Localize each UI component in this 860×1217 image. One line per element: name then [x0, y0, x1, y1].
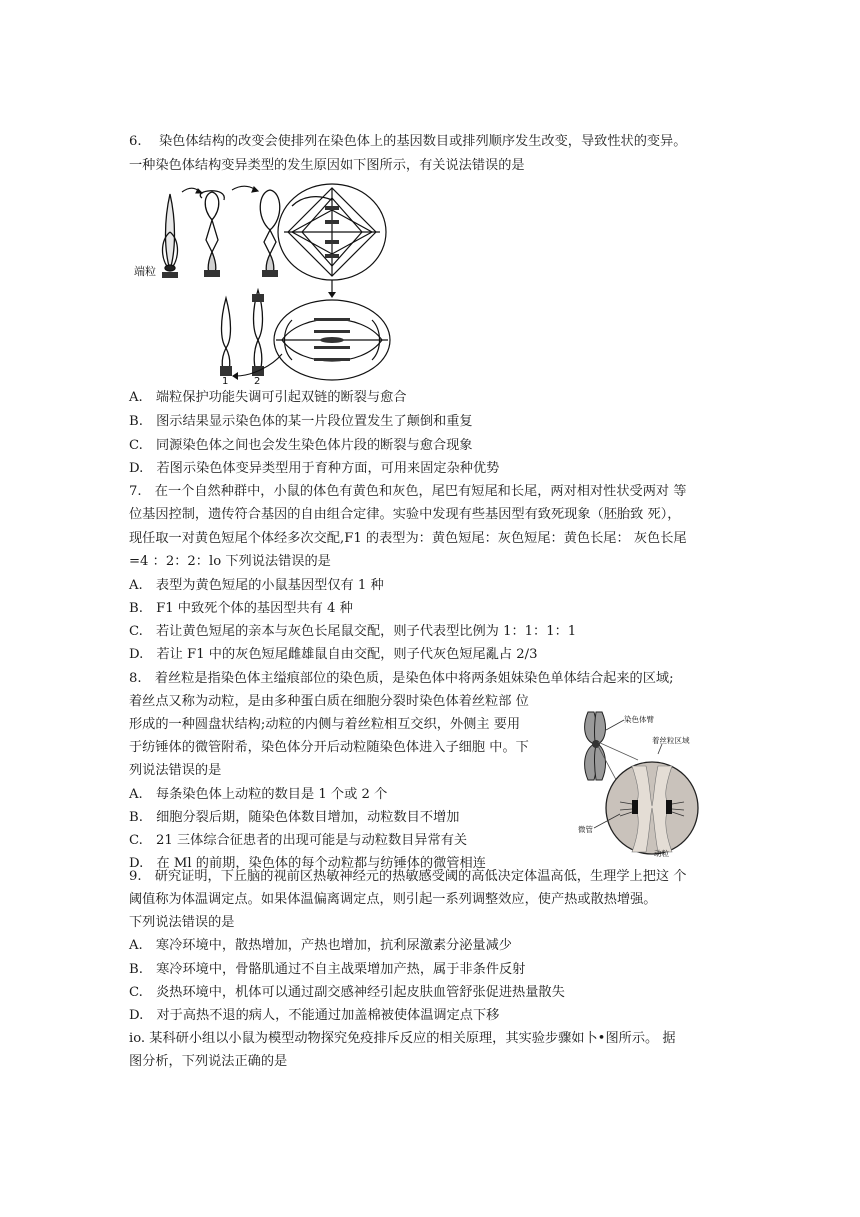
q9-stem-line-1: 9. 研究证明，下丘脑的视前区热敏神经元的热敏感受阈的高低决定体温高低，生理学上把这 个: [129, 869, 687, 884]
q6-stem-line-1: 6. 染色体结构的改变会使排列在染色体上的基因数目或排列顺序发生改变，导致性状的变异。: [129, 134, 687, 149]
centromere-region-label: 着丝粒区域: [652, 736, 690, 745]
q8-stem-line-4: 于纺锤体的微管附希，染色体分开后动粒随染色体进入子细胞 中。下: [129, 740, 529, 755]
telomere-label: 端粒: [134, 265, 156, 278]
q7-stem-line-3: 现任取一对黄色短尾个体经多次交配,F1 的表型为：黄色短尾：灰色短尾：黄色长尾： 灰色长尾: [129, 531, 687, 546]
q7-option-b: B. F1 中致死个体的基因型共有 4 种: [129, 601, 353, 616]
q7-option-d: D. 若让 F1 中的灰色短尾雌雄鼠自由交配，则子代灰色短尾亂占 2/3: [129, 647, 538, 662]
q8-stem-line-3: 形成的一种圆盘状结构;动粒的内侧与着丝粒相互交织，外侧主 要用: [129, 717, 521, 732]
q8-kinetochore-figure: [574, 706, 704, 858]
q6-option-c: C. 同源染色体之间也会发生染色体片段的断裂与愈合现象: [129, 438, 473, 453]
q9-stem-line-2: 阈值称为体温调定点。如果体温偏离调定点，则引起一系列调整效应，使产热或散热增强。: [129, 892, 657, 907]
q8-option-b: B. 细胞分裂后期，随染色体数目增加，动粒数目不增加: [129, 810, 460, 825]
q6-option-d: D. 若图示染色体变异类型用于育种方面，可用来固定杂种优势: [129, 461, 500, 476]
figure-number-1: 1: [222, 376, 229, 386]
q10-stem-line-1: io. 某科研小组以小鼠为模型动物探究免疫排斥反应的相关原理，其实验步骤如卜•图所示。 据: [129, 1031, 676, 1046]
q8-stem-line-2: 着丝点又称为动粒，是由多种蛋白质在细胞分裂时染色体着丝粒部 位: [129, 694, 529, 709]
q8-option-d: D. 在 Ml 的前期，染色体的每个动粒都与纺锤体的微管相连: [129, 856, 486, 871]
q7-stem-line-1: 7. 在一个自然种群中，小鼠的体色有黄色和灰色，尾巴有短尾和长尾，两对相对性状受两对 等: [129, 484, 687, 499]
q9-option-b: B. 寒冷环境中，骨骼肌通过不自主战栗增加产热，属于非条件反射: [129, 962, 526, 977]
figure-number-2: 2: [254, 376, 261, 386]
q7-option-a: A. 表型为黄色短尾的小鼠基因型仅有 1 种: [129, 578, 384, 593]
q6-stem-line-2: 一种染色体结构变异类型的发生原因如下图所示，有关说法错误的是: [129, 158, 525, 173]
q6-chromosome-figure: [132, 180, 394, 386]
q10-stem-line-2: 图分析，下列说法正确的是: [129, 1054, 288, 1069]
q7-option-c: C. 若让黄色短尾的亲本与灰色长尾鼠交配，则子代表型比例为 1：1：1：1: [129, 624, 577, 639]
q9-option-c: C. 炎热环境中，机体可以通过副交感神经引起皮肤血管舒张促进热量散失: [129, 985, 565, 1000]
arm-label: 染色体臂: [624, 715, 654, 724]
q7-stem-line-4: =4 ：2：2：lo 下列说法错误的是: [129, 554, 331, 569]
q8-option-a: A. 每条染色体上动粒的数目是 1 个或 2 个: [129, 787, 388, 802]
q6-option-b: B. 图示结果显示染色体的某一片段位置发生了颠倒和重复: [129, 414, 473, 429]
microtubule-label: 微管: [578, 825, 593, 834]
q9-stem-line-3: 下列说法错误的是: [129, 915, 235, 930]
q8-stem-line-1: 8. 着丝粒是指染色体主缢痕部位的染色质，是染色体中将两条姐妹染色单体结合起来的区域;: [129, 671, 674, 686]
q9-option-a: A. 寒冷环境中，散热增加，产热也增加，抗利尿激素分泌量减少: [129, 938, 512, 953]
q8-stem-line-5: 列说法错误的是: [129, 763, 222, 778]
q9-option-d: D. 对于高热不退的病人，不能通过加盖棉被使体温调定点下移: [129, 1008, 500, 1023]
kinetochore-label: 动粒: [654, 849, 669, 858]
q6-option-a: A. 端粒保护功能失调可引起双链的断裂与愈合: [129, 390, 407, 405]
q8-option-c: C. 21 三体综合征患者的出现可能是与动粒数目异常有关: [129, 833, 468, 848]
q7-stem-line-2: 位基因控制，遗传符合基因的自由组合定律。实验中发现有些基因型有致死现象（胚胎致 死），: [129, 507, 681, 522]
